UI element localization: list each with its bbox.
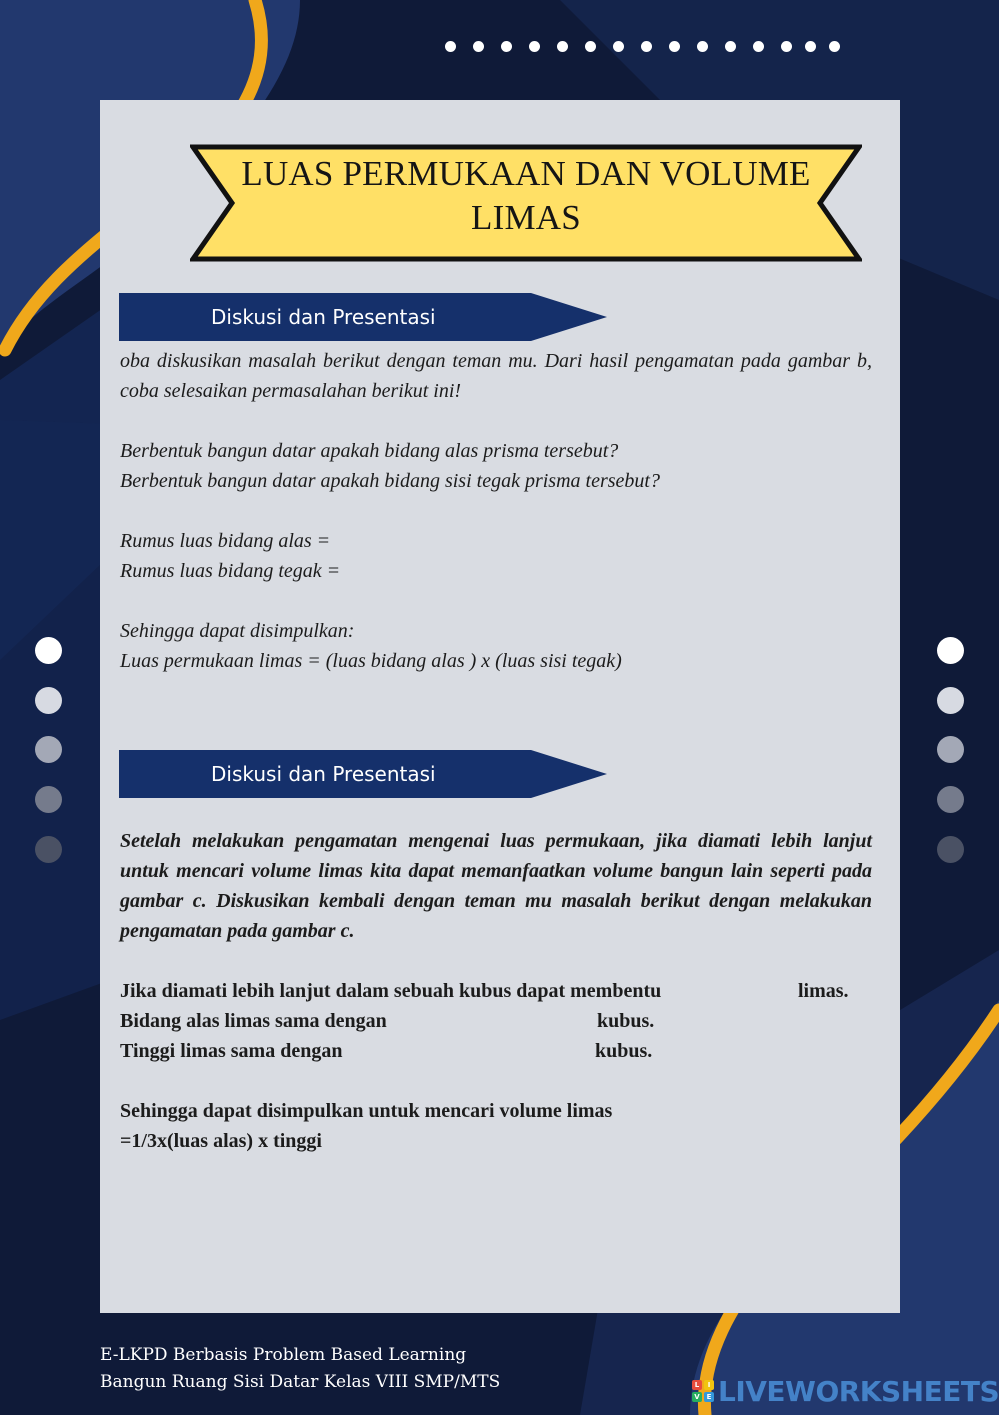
decor-dot: [501, 41, 512, 52]
decor-dot: [35, 736, 62, 763]
section-1-tag: [119, 293, 609, 341]
footer-line-2: Bangun Ruang Sisi Datar Kelas VIII SMP/MTS: [100, 1372, 501, 1392]
decor-dot: [473, 41, 484, 52]
decor-dot: [35, 786, 62, 813]
decor-dot: [669, 41, 680, 52]
formula-2: Rumus luas bidang tegak =: [120, 560, 341, 582]
section-1-tag-label: Diskusi dan Presentasi: [211, 305, 436, 329]
decor-dot: [937, 637, 964, 664]
conclusion-label: Sehingga dapat disimpulkan:: [120, 620, 355, 642]
logo-letter: V: [692, 1392, 702, 1402]
decor-dot: [585, 41, 596, 52]
fill-row-2-text: Bidang alas limas sama dengan: [120, 1010, 387, 1032]
decor-dot: [725, 41, 736, 52]
decor-dot: [805, 41, 816, 52]
decor-dot: [641, 41, 652, 52]
decor-dot: [937, 687, 964, 714]
decor-dot: [35, 836, 62, 863]
formula-1: Rumus luas bidang alas =: [120, 530, 331, 552]
section-1-body: [120, 346, 872, 676]
decor-dot: [35, 687, 62, 714]
question-1: Berbentuk bangun datar apakah bidang alas prisma tersebut?: [120, 440, 619, 462]
decor-dot: [781, 41, 792, 52]
decor-dot: [557, 41, 568, 52]
fill-row-1: [120, 976, 872, 1006]
volume-conclusion-text: Sehingga dapat disimpulkan untuk mencari volume limas: [120, 1100, 613, 1122]
fill-row-3-suffix: kubus.: [595, 1040, 653, 1062]
liveworksheets-brand[interactable]: [692, 1374, 999, 1408]
liveworksheets-logo-icon: [692, 1380, 714, 1402]
question-2: Berbentuk bangun datar apakah bidang sisi tegak prisma tersebut?: [120, 470, 660, 492]
fill-row-2: [120, 1006, 872, 1036]
logo-letter: E: [704, 1392, 714, 1402]
decor-dot: [937, 836, 964, 863]
decor-dot: [697, 41, 708, 52]
decor-dot: [445, 41, 456, 52]
section-1-intro: oba diskusikan masalah berikut dengan teman mu. Dari hasil pengamatan pada gambar b, coba selesaikan permasalahan berikut ini!: [120, 350, 872, 402]
logo-letter: I: [704, 1380, 714, 1390]
fill-row-1-text: Jika diamati lebih lanjut dalam sebuah kubus dapat membentu: [120, 980, 662, 1002]
decor-dot: [35, 637, 62, 664]
decor-dot: [829, 41, 840, 52]
page-title: [230, 152, 822, 240]
decor-dot: [529, 41, 540, 52]
fill-row-3-text: Tinggi limas sama dengan: [120, 1040, 343, 1062]
decor-dot: [937, 786, 964, 813]
footer-line-1: E-LKPD Berbasis Problem Based Learning: [100, 1345, 467, 1365]
liveworksheets-wordmark: LIVEWORKSHEETS: [718, 1374, 999, 1408]
conclusion-formula: Luas permukaan limas = (luas bidang alas ) x (luas sisi tegak): [120, 650, 622, 672]
section-2-tag-label: Diskusi dan Presentasi: [211, 762, 436, 786]
volume-formula: =1/3x(luas alas) x tinggi: [120, 1130, 322, 1152]
section-2-intro: Setelah melakukan pengamatan mengenai luas permukaan, jika diamati lebih lanjut untuk mencari volume limas kita dapat memanfaatkan volume bangun lain seperti pada gambar c. Diskusikan kembali dengan teman mu masalah berikut dengan melakukan pengamatan pada gambar c.: [120, 830, 872, 942]
title-line-2: LIMAS: [471, 198, 581, 237]
section-2-tag: [119, 750, 609, 798]
decor-dot: [937, 736, 964, 763]
fill-row-3: [120, 1036, 872, 1066]
fill-row-2-suffix: kubus.: [597, 1010, 655, 1032]
fill-row-1-suffix: limas.: [798, 980, 849, 1002]
decor-dot: [613, 41, 624, 52]
decor-dot: [753, 41, 764, 52]
footer: [100, 1342, 500, 1396]
title-line-1: LUAS PERMUKAAN DAN VOLUME: [241, 154, 811, 193]
section-2-body: [120, 826, 872, 1156]
logo-letter: L: [692, 1380, 702, 1390]
